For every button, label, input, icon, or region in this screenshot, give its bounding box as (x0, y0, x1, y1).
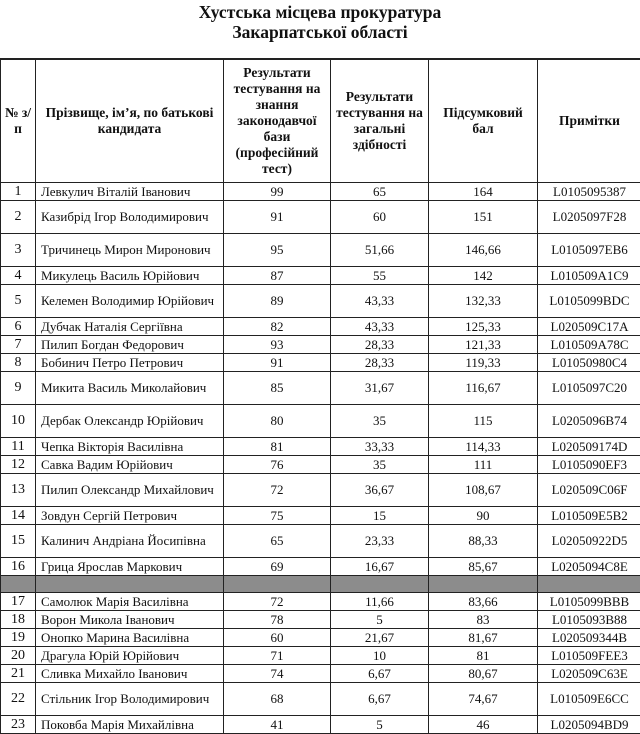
table-row (1, 267, 640, 285)
table-row (1, 456, 640, 474)
total-score: 81,67 (429, 629, 538, 647)
candidate-name: Ворон Микола Іванович (36, 611, 224, 629)
row-number: 7 (1, 336, 36, 354)
total-score: 83 (429, 611, 538, 629)
candidate-name: Микита Василь Миколайович (36, 372, 224, 405)
candidate-name: Чепка Вікторія Василівна (36, 438, 224, 456)
row-number: 8 (1, 354, 36, 372)
law-test-score: 87 (224, 267, 331, 285)
general-test-score: 23,33 (331, 525, 429, 558)
candidate-name: Калинич Андріана Йосипівна (36, 525, 224, 558)
candidate-code: L020509344B (538, 629, 640, 647)
law-test-score: 76 (224, 456, 331, 474)
document-title (0, 2, 640, 42)
row-number: 20 (1, 647, 36, 665)
general-test-score: 21,67 (331, 629, 429, 647)
table-row (1, 647, 640, 665)
law-test-score: 68 (224, 683, 331, 716)
row-number: 19 (1, 629, 36, 647)
table-row (1, 507, 640, 525)
law-test-score: 99 (224, 183, 331, 201)
general-test-score: 16,67 (331, 558, 429, 576)
table-row (1, 405, 640, 438)
row-number: 3 (1, 234, 36, 267)
column-header-number: № з/п (1, 59, 36, 183)
total-score: 164 (429, 183, 538, 201)
candidate-code: L0105097EB6 (538, 234, 640, 267)
candidate-code: L020509C06F (538, 474, 640, 507)
candidate-code: L0105097C20 (538, 372, 640, 405)
law-test-score: 89 (224, 285, 331, 318)
separator-cell (429, 576, 538, 593)
candidate-code: L010509A78C (538, 336, 640, 354)
column-header-general-test: Результати тестування на загальні здібності (331, 59, 429, 183)
title-line-2: Закарпатської області (0, 22, 640, 42)
candidate-code: L02050922D5 (538, 525, 640, 558)
total-score: 132,33 (429, 285, 538, 318)
general-test-score: 5 (331, 716, 429, 734)
total-score: 83,66 (429, 593, 538, 611)
row-number: 13 (1, 474, 36, 507)
general-test-score: 28,33 (331, 336, 429, 354)
law-test-score: 75 (224, 507, 331, 525)
separator-row (1, 576, 640, 593)
law-test-score: 91 (224, 354, 331, 372)
candidate-name: Поковба Марія Михайлівна (36, 716, 224, 734)
law-test-score: 72 (224, 474, 331, 507)
law-test-score: 91 (224, 201, 331, 234)
row-number: 17 (1, 593, 36, 611)
total-score: 116,67 (429, 372, 538, 405)
candidate-code: L0105090EF3 (538, 456, 640, 474)
total-score: 88,33 (429, 525, 538, 558)
law-test-score: 69 (224, 558, 331, 576)
row-number: 18 (1, 611, 36, 629)
candidate-name: Казибрід Ігор Володимирович (36, 201, 224, 234)
law-test-score: 72 (224, 593, 331, 611)
candidate-code: L010509E6CC (538, 683, 640, 716)
candidate-name: Самолюк Марія Василівна (36, 593, 224, 611)
row-number: 11 (1, 438, 36, 456)
law-test-score: 85 (224, 372, 331, 405)
row-number: 21 (1, 665, 36, 683)
candidate-name: Дубчак Наталія Сергіївна (36, 318, 224, 336)
candidate-code: L020509C63E (538, 665, 640, 683)
total-score: 111 (429, 456, 538, 474)
table-header-row (1, 59, 640, 183)
table-row (1, 438, 640, 456)
total-score: 85,67 (429, 558, 538, 576)
column-header-law-test: Результати тестування на знання законодавчої бази (професійний тест) (224, 59, 331, 183)
total-score: 80,67 (429, 665, 538, 683)
general-test-score: 28,33 (331, 354, 429, 372)
law-test-score: 71 (224, 647, 331, 665)
candidate-code: L020509C17A (538, 318, 640, 336)
candidate-code: L010509E5B2 (538, 507, 640, 525)
general-test-score: 11,66 (331, 593, 429, 611)
law-test-score: 95 (224, 234, 331, 267)
candidate-name: Пилип Богдан Федорович (36, 336, 224, 354)
law-test-score: 82 (224, 318, 331, 336)
general-test-score: 35 (331, 456, 429, 474)
candidate-name: Левкулич Віталій Іванович (36, 183, 224, 201)
row-number: 6 (1, 318, 36, 336)
row-number: 15 (1, 525, 36, 558)
table-row (1, 558, 640, 576)
general-test-score: 5 (331, 611, 429, 629)
general-test-score: 43,33 (331, 285, 429, 318)
law-test-score: 78 (224, 611, 331, 629)
total-score: 151 (429, 201, 538, 234)
row-number: 4 (1, 267, 36, 285)
row-number: 14 (1, 507, 36, 525)
total-score: 125,33 (429, 318, 538, 336)
law-test-score: 80 (224, 405, 331, 438)
general-test-score: 43,33 (331, 318, 429, 336)
table-row (1, 683, 640, 716)
row-number: 9 (1, 372, 36, 405)
column-header-total: Підсумковий бал (429, 59, 538, 183)
row-number: 1 (1, 183, 36, 201)
candidate-code: L010509FEE3 (538, 647, 640, 665)
candidate-name: Микулець Василь Юрійович (36, 267, 224, 285)
law-test-score: 74 (224, 665, 331, 683)
candidate-name: Сливка Михайло Іванович (36, 665, 224, 683)
row-number: 5 (1, 285, 36, 318)
total-score: 108,67 (429, 474, 538, 507)
table-row (1, 234, 640, 267)
table-row (1, 525, 640, 558)
candidate-name: Келемен Володимир Юрійович (36, 285, 224, 318)
candidate-name: Онопко Марина Василівна (36, 629, 224, 647)
candidate-code: L020509174D (538, 438, 640, 456)
separator-cell (331, 576, 429, 593)
law-test-score: 93 (224, 336, 331, 354)
row-number: 2 (1, 201, 36, 234)
row-number: 22 (1, 683, 36, 716)
general-test-score: 35 (331, 405, 429, 438)
general-test-score: 55 (331, 267, 429, 285)
candidate-code: L0205096B74 (538, 405, 640, 438)
candidate-name: Стільник Ігор Володимирович (36, 683, 224, 716)
separator-cell (36, 576, 224, 593)
general-test-score: 33,33 (331, 438, 429, 456)
table-row (1, 716, 640, 734)
table-row (1, 629, 640, 647)
candidate-code: L01050980C4 (538, 354, 640, 372)
table-row (1, 285, 640, 318)
total-score: 74,67 (429, 683, 538, 716)
table-row (1, 318, 640, 336)
row-number: 10 (1, 405, 36, 438)
law-test-score: 41 (224, 716, 331, 734)
candidate-name: Пилип Олександр Михайлович (36, 474, 224, 507)
candidate-name: Савка Вадим Юрійович (36, 456, 224, 474)
total-score: 90 (429, 507, 538, 525)
row-number: 23 (1, 716, 36, 734)
total-score: 146,66 (429, 234, 538, 267)
candidate-name: Зовдун Сергій Петрович (36, 507, 224, 525)
general-test-score: 10 (331, 647, 429, 665)
candidate-code: L0205097F28 (538, 201, 640, 234)
general-test-score: 65 (331, 183, 429, 201)
table-row (1, 593, 640, 611)
candidate-name: Грица Ярослав Маркович (36, 558, 224, 576)
total-score: 114,33 (429, 438, 538, 456)
table-row (1, 372, 640, 405)
separator-cell (538, 576, 640, 593)
candidate-name: Тричинець Мирон Миронович (36, 234, 224, 267)
general-test-score: 60 (331, 201, 429, 234)
total-score: 46 (429, 716, 538, 734)
candidate-code: L010509A1C9 (538, 267, 640, 285)
candidate-code: L0105099BDC (538, 285, 640, 318)
table-row (1, 183, 640, 201)
general-test-score: 51,66 (331, 234, 429, 267)
title-line-1: Хустська місцева прокуратура (0, 2, 640, 22)
table-row (1, 474, 640, 507)
candidate-name: Драгула Юрій Юрійович (36, 647, 224, 665)
candidate-code: L0205094BD9 (538, 716, 640, 734)
total-score: 119,33 (429, 354, 538, 372)
table-row (1, 611, 640, 629)
results-table (0, 58, 640, 734)
table-row (1, 354, 640, 372)
column-header-name: Прізвище, ім’я, по батькові кандидата (36, 59, 224, 183)
row-number: 12 (1, 456, 36, 474)
table-body (1, 183, 640, 734)
table-row (1, 665, 640, 683)
candidate-name: Дербак Олександр Юрійович (36, 405, 224, 438)
general-test-score: 6,67 (331, 683, 429, 716)
total-score: 121,33 (429, 336, 538, 354)
separator-cell (224, 576, 331, 593)
candidate-code: L0105093B88 (538, 611, 640, 629)
separator-cell (1, 576, 36, 593)
candidate-name: Бобинич Петро Петрович (36, 354, 224, 372)
general-test-score: 6,67 (331, 665, 429, 683)
total-score: 81 (429, 647, 538, 665)
law-test-score: 81 (224, 438, 331, 456)
row-number: 16 (1, 558, 36, 576)
general-test-score: 36,67 (331, 474, 429, 507)
table-row (1, 336, 640, 354)
law-test-score: 65 (224, 525, 331, 558)
law-test-score: 60 (224, 629, 331, 647)
total-score: 115 (429, 405, 538, 438)
general-test-score: 15 (331, 507, 429, 525)
candidate-code: L0105099BBB (538, 593, 640, 611)
column-header-notes: Примітки (538, 59, 640, 183)
general-test-score: 31,67 (331, 372, 429, 405)
candidate-code: L0105095387 (538, 183, 640, 201)
table-row (1, 201, 640, 234)
total-score: 142 (429, 267, 538, 285)
candidate-code: L0205094C8E (538, 558, 640, 576)
